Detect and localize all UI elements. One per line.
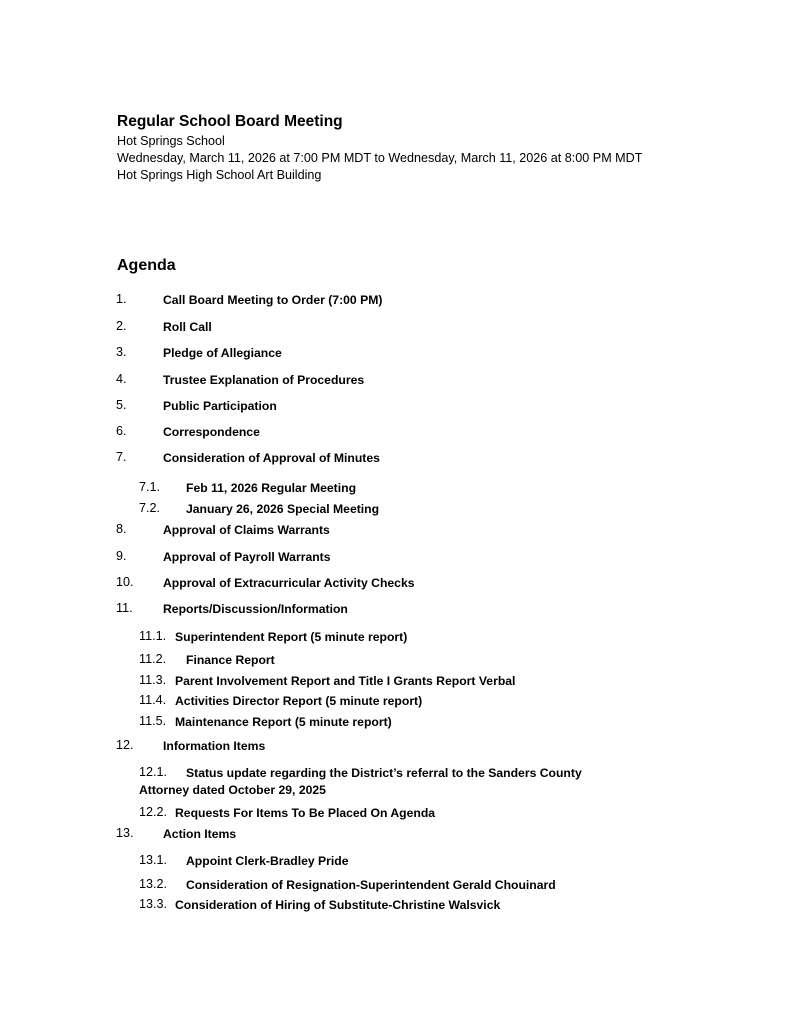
agenda-item-number: 8. [116, 522, 127, 536]
agenda-item-text: Approval of Payroll Warrants [163, 549, 331, 564]
agenda-item-number: 12. [116, 738, 134, 752]
agenda-item-number: 4. [116, 372, 127, 386]
agenda-item-text: Feb 11, 2026 Regular Meeting [186, 480, 357, 495]
agenda-item-number: 11.5. [139, 714, 167, 728]
agenda-item-text: Consideration of Hiring of Substitute-Christine Walsvick [175, 897, 501, 912]
agenda-item-text-continued: Attorney dated October 29, 2025 [139, 783, 326, 797]
agenda-item-text: Consideration of Resignation-Superintendent Gerald Chouinard [186, 877, 556, 892]
agenda-item-number: 13.1. [139, 853, 168, 867]
agenda-item-number: 11.2. [139, 652, 167, 666]
agenda-item-number: 3. [116, 345, 127, 359]
agenda-item-text: Call Board Meeting to Order (7:00 PM) [163, 292, 383, 307]
meeting-location: Hot Springs High School Art Building [117, 168, 322, 182]
agenda-item-text: Activities Director Report (5 minute report) [175, 693, 423, 708]
agenda-item-number: 7.1. [139, 480, 161, 494]
agenda-item-number: 10. [116, 575, 134, 589]
agenda-item-number: 13.2. [139, 877, 168, 891]
agenda-item-text: Public Participation [163, 398, 277, 413]
agenda-item-text: Maintenance Report (5 minute report) [175, 714, 392, 729]
agenda-item-text: Consideration of Approval of Minutes [163, 450, 380, 465]
agenda-item-text: Approval of Extracurricular Activity Checks [163, 575, 415, 590]
agenda-item-text: Approval of Claims Warrants [163, 522, 330, 537]
agenda-item-number: 9. [116, 549, 127, 563]
agenda-item-text: Reports/Discussion/Information [163, 601, 348, 616]
meeting-title: Regular School Board Meeting [117, 113, 343, 130]
agenda-item-number: 2. [116, 319, 127, 333]
agenda-item-number: 5. [116, 398, 127, 412]
agenda-item-number: 12.1. [139, 765, 168, 779]
agenda-item-number: 7. [116, 450, 127, 464]
agenda-item-text: Status update regarding the District’s referral to the Sanders County [186, 765, 582, 780]
agenda-item-number: 13. [116, 826, 134, 840]
agenda-item-number: 11.1. [139, 629, 167, 643]
agenda-item-text: Requests For Items To Be Placed On Agenda [175, 805, 436, 820]
agenda-item-number: 11.4. [139, 693, 167, 707]
agenda-item-text: Superintendent Report (5 minute report) [175, 629, 408, 644]
agenda-item-text: January 26, 2026 Special Meeting [186, 501, 380, 516]
agenda-item-text: Appoint Clerk-Bradley Pride [186, 853, 349, 868]
agenda-item-text: Information Items [163, 738, 266, 753]
agenda-item-number: 11.3. [139, 673, 167, 687]
agenda-item-number: 11. [116, 601, 133, 615]
agenda-item-number: 1. [116, 292, 127, 306]
agenda-item-text: Parent Involvement Report and Title I Grants Report Verbal [175, 673, 516, 688]
agenda-item-number: 7.2. [139, 501, 161, 515]
agenda-item-text: Roll Call [163, 319, 212, 334]
meeting-datetime: Wednesday, March 11, 2026 at 7:00 PM MDT to Wednesday, March 11, 2026 at 8:00 PM MDT [117, 151, 643, 165]
agenda-item-text: Correspondence [163, 424, 260, 439]
agenda-heading: Agenda [117, 257, 176, 274]
organization-name: Hot Springs School [117, 134, 225, 148]
agenda-item-number: 13.3. [139, 897, 168, 911]
agenda-item-text: Trustee Explanation of Procedures [163, 372, 365, 387]
agenda-item-number: 12.2. [139, 805, 168, 819]
agenda-item-number: 6. [116, 424, 127, 438]
agenda-item-text: Action Items [163, 826, 237, 841]
agenda-item-text: Pledge of Allegiance [163, 345, 282, 360]
agenda-item-text: Finance Report [186, 652, 275, 667]
